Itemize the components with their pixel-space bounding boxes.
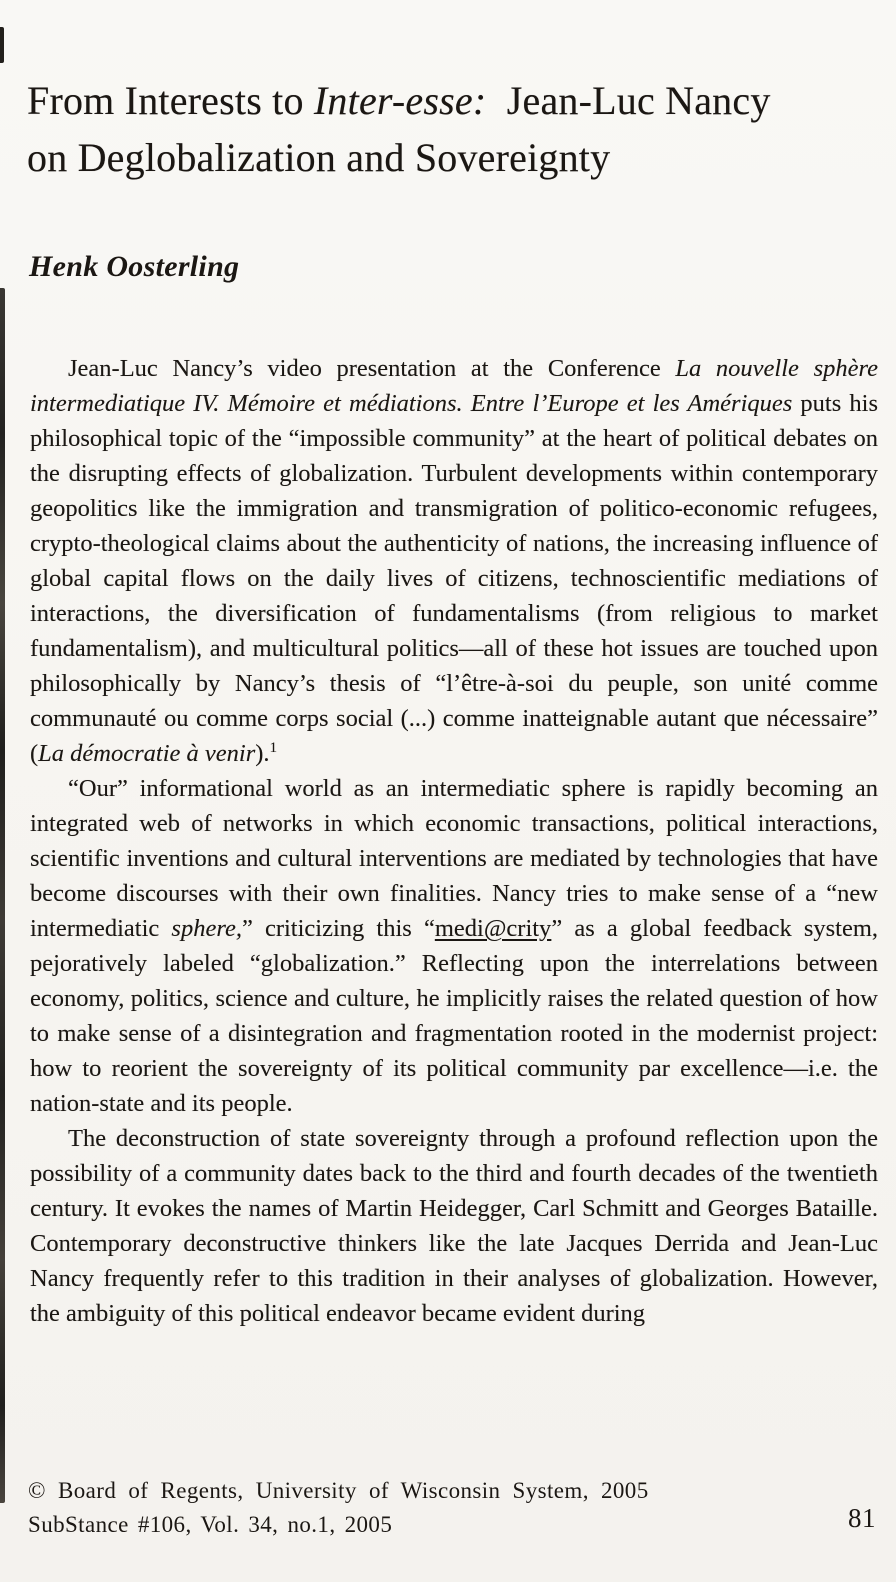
scan-edge-artifact — [0, 288, 5, 1503]
paragraph-2: “Our” informational world as an intermediatic sphere is rapidly becoming an integrated web of networks in which economic transactions, political interactions, scientific inventions and cultural interventions are mediated by technologies that have become discourses with their own finalities. Nancy tries to make sense of a “new intermediatic sphere,” criticizing this “medi@crity” as a global feedback system, pejoratively labeled “globalization.” Reflecting upon the interrelations between economy, politics, science and culture, he implicitly raises the related question of how to make sense of a disintegration and fragmentation rooted in the modernist project: how to reorient the sovereignty of its political community par excellence—i.e. the nation-state and its people. — [30, 775, 879, 1117]
scan-edge-artifact — [0, 27, 4, 63]
journal-citation-line: SubStance #106, Vol. 34, no.1, 2005 — [28, 1512, 393, 1537]
article-body — [30, 351, 878, 1331]
paragraph-3: The deconstruction of state sovereignty through a profound reflection upon the possibility of a community dates back to the third and fourth decades of the twentieth century. It evokes the names of Martin Heidegger, Carl Schmitt and Georges Bataille. Contemporary deconstructive thinkers like the late Jacques Derrida and Jean-Luc Nancy frequently refer to this tradition in their analyses of globalization. However, the ambiguity of this political endeavor became evident during — [30, 1125, 878, 1327]
paragraph-1: Jean-Luc Nancy’s video presentation at the Conference La nouvelle sphère intermediatique IV. Mémoire et médiations. Entre l’Europe et les Amériques puts his philosophical topic of the “impossible community” at the heart of political debates on the disrupting effects of globalization. Turbulent developments within contemporary geopolitics like the immigration and transmigration of politico-economic refugees, crypto-theological claims about the authenticity of nations, the increasing influence of global capital flows on the daily lives of citizens, technoscientific mediations of interactions, the diversification of fundamentalisms (from religious to market fundamentalism), and multicultural politics—all of these hot issues are touched upon philosophically by Nancy’s thesis of “l’être-à-soi du peuple, son unité comme communauté ou comme corps social (...) comme inatteignable autant que nécessaire” (La démocratie à venir).$^1$ — [30, 355, 878, 767]
copyright-line: © Board of Regents, University of Wisconsin System, 2005 — [28, 1478, 649, 1503]
article-title: From Interests to Inter-esse: Jean-Luc Nancy on Deglobalization and Sovereignty — [27, 78, 771, 180]
page-number: 81 — [848, 1503, 876, 1533]
article-author: Henk Oosterling — [29, 250, 240, 283]
